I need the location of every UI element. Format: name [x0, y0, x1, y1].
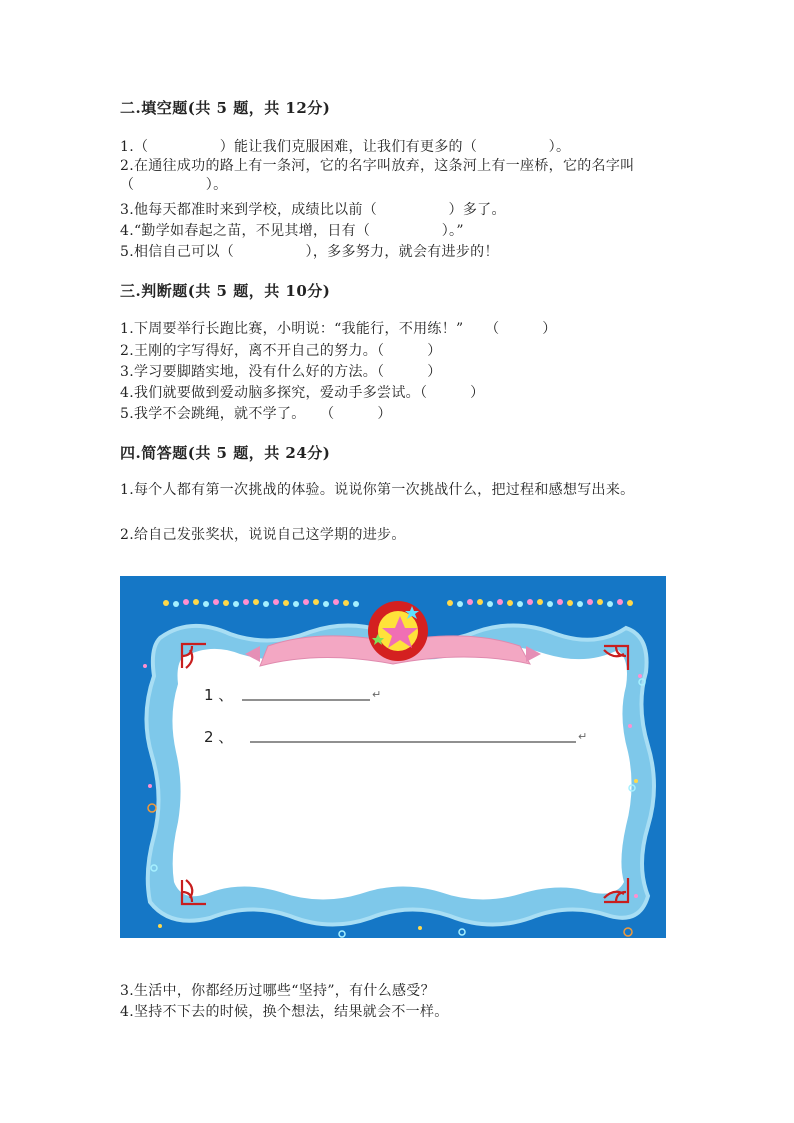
question-short-2: 2.给自己发张奖状，说说自己这学期的进步。: [120, 527, 406, 543]
question-short-1: 1.每个人都有第一次挑战的体验。说说你第一次挑战什么，把过程和感想写出来。: [120, 482, 635, 498]
question-judge-3: 3.学习要脚踏实地，没有什么好的方法。（ ）: [120, 364, 442, 380]
question-judge-5: 5.我学不会跳绳，就不学了。 （ ）: [120, 406, 392, 422]
section-title-judge: 三.判断题(共 5 题，共 10分): [120, 282, 331, 300]
certificate-artwork: [120, 576, 666, 938]
question-fill-2: 2.在通往成功的路上有一条河，它的名字叫放弃，这条河上有一座桥，它的名字叫（ ）。: [120, 158, 635, 193]
question-fill-5: 5.相信自己可以（ ），多多努力，就会有进步的！: [120, 244, 499, 260]
question-judge-2: 2.王刚的字写得好，离不开自己的努力。（ ）: [120, 343, 442, 359]
section-title-fill: 二.填空题(共 5 题，共 12分): [120, 99, 331, 117]
question-short-3: 3.生活中，你都经历过哪些“坚持”，有什么感受？: [120, 983, 435, 999]
certificate-line-1-label: 1 、: [204, 686, 234, 704]
certificate-line-2-label: 2 、: [204, 728, 234, 746]
section-title-short: 四.简答题(共 5 题，共 24分): [120, 444, 331, 462]
return-mark-icon: ↵: [578, 730, 588, 743]
question-fill-4: 4.“勤学如春起之苗，不见其增，日有（ ）。”: [120, 223, 464, 239]
question-judge-4: 4.我们就要做到爱动脑多探究，爱动手多尝试。（ ）: [120, 385, 485, 401]
certificate-image: [120, 576, 666, 938]
question-fill-3: 3.他每天都准时来到学校，成绩比以前（ ）多了。: [120, 202, 506, 218]
question-short-4: 4.坚持不下去的时候，换个想法，结果就会不一样。: [120, 1004, 449, 1020]
return-mark-icon: ↵: [372, 688, 382, 701]
question-judge-1: 1.下周要举行长跑比赛，小明说：“我能行，不用练！” （ ）: [120, 321, 557, 337]
question-fill-1: 1.（ ）能让我们克服困难，让我们有更多的（ ）。: [120, 139, 571, 155]
paper-area: [172, 646, 631, 899]
medal-star: [368, 601, 428, 661]
